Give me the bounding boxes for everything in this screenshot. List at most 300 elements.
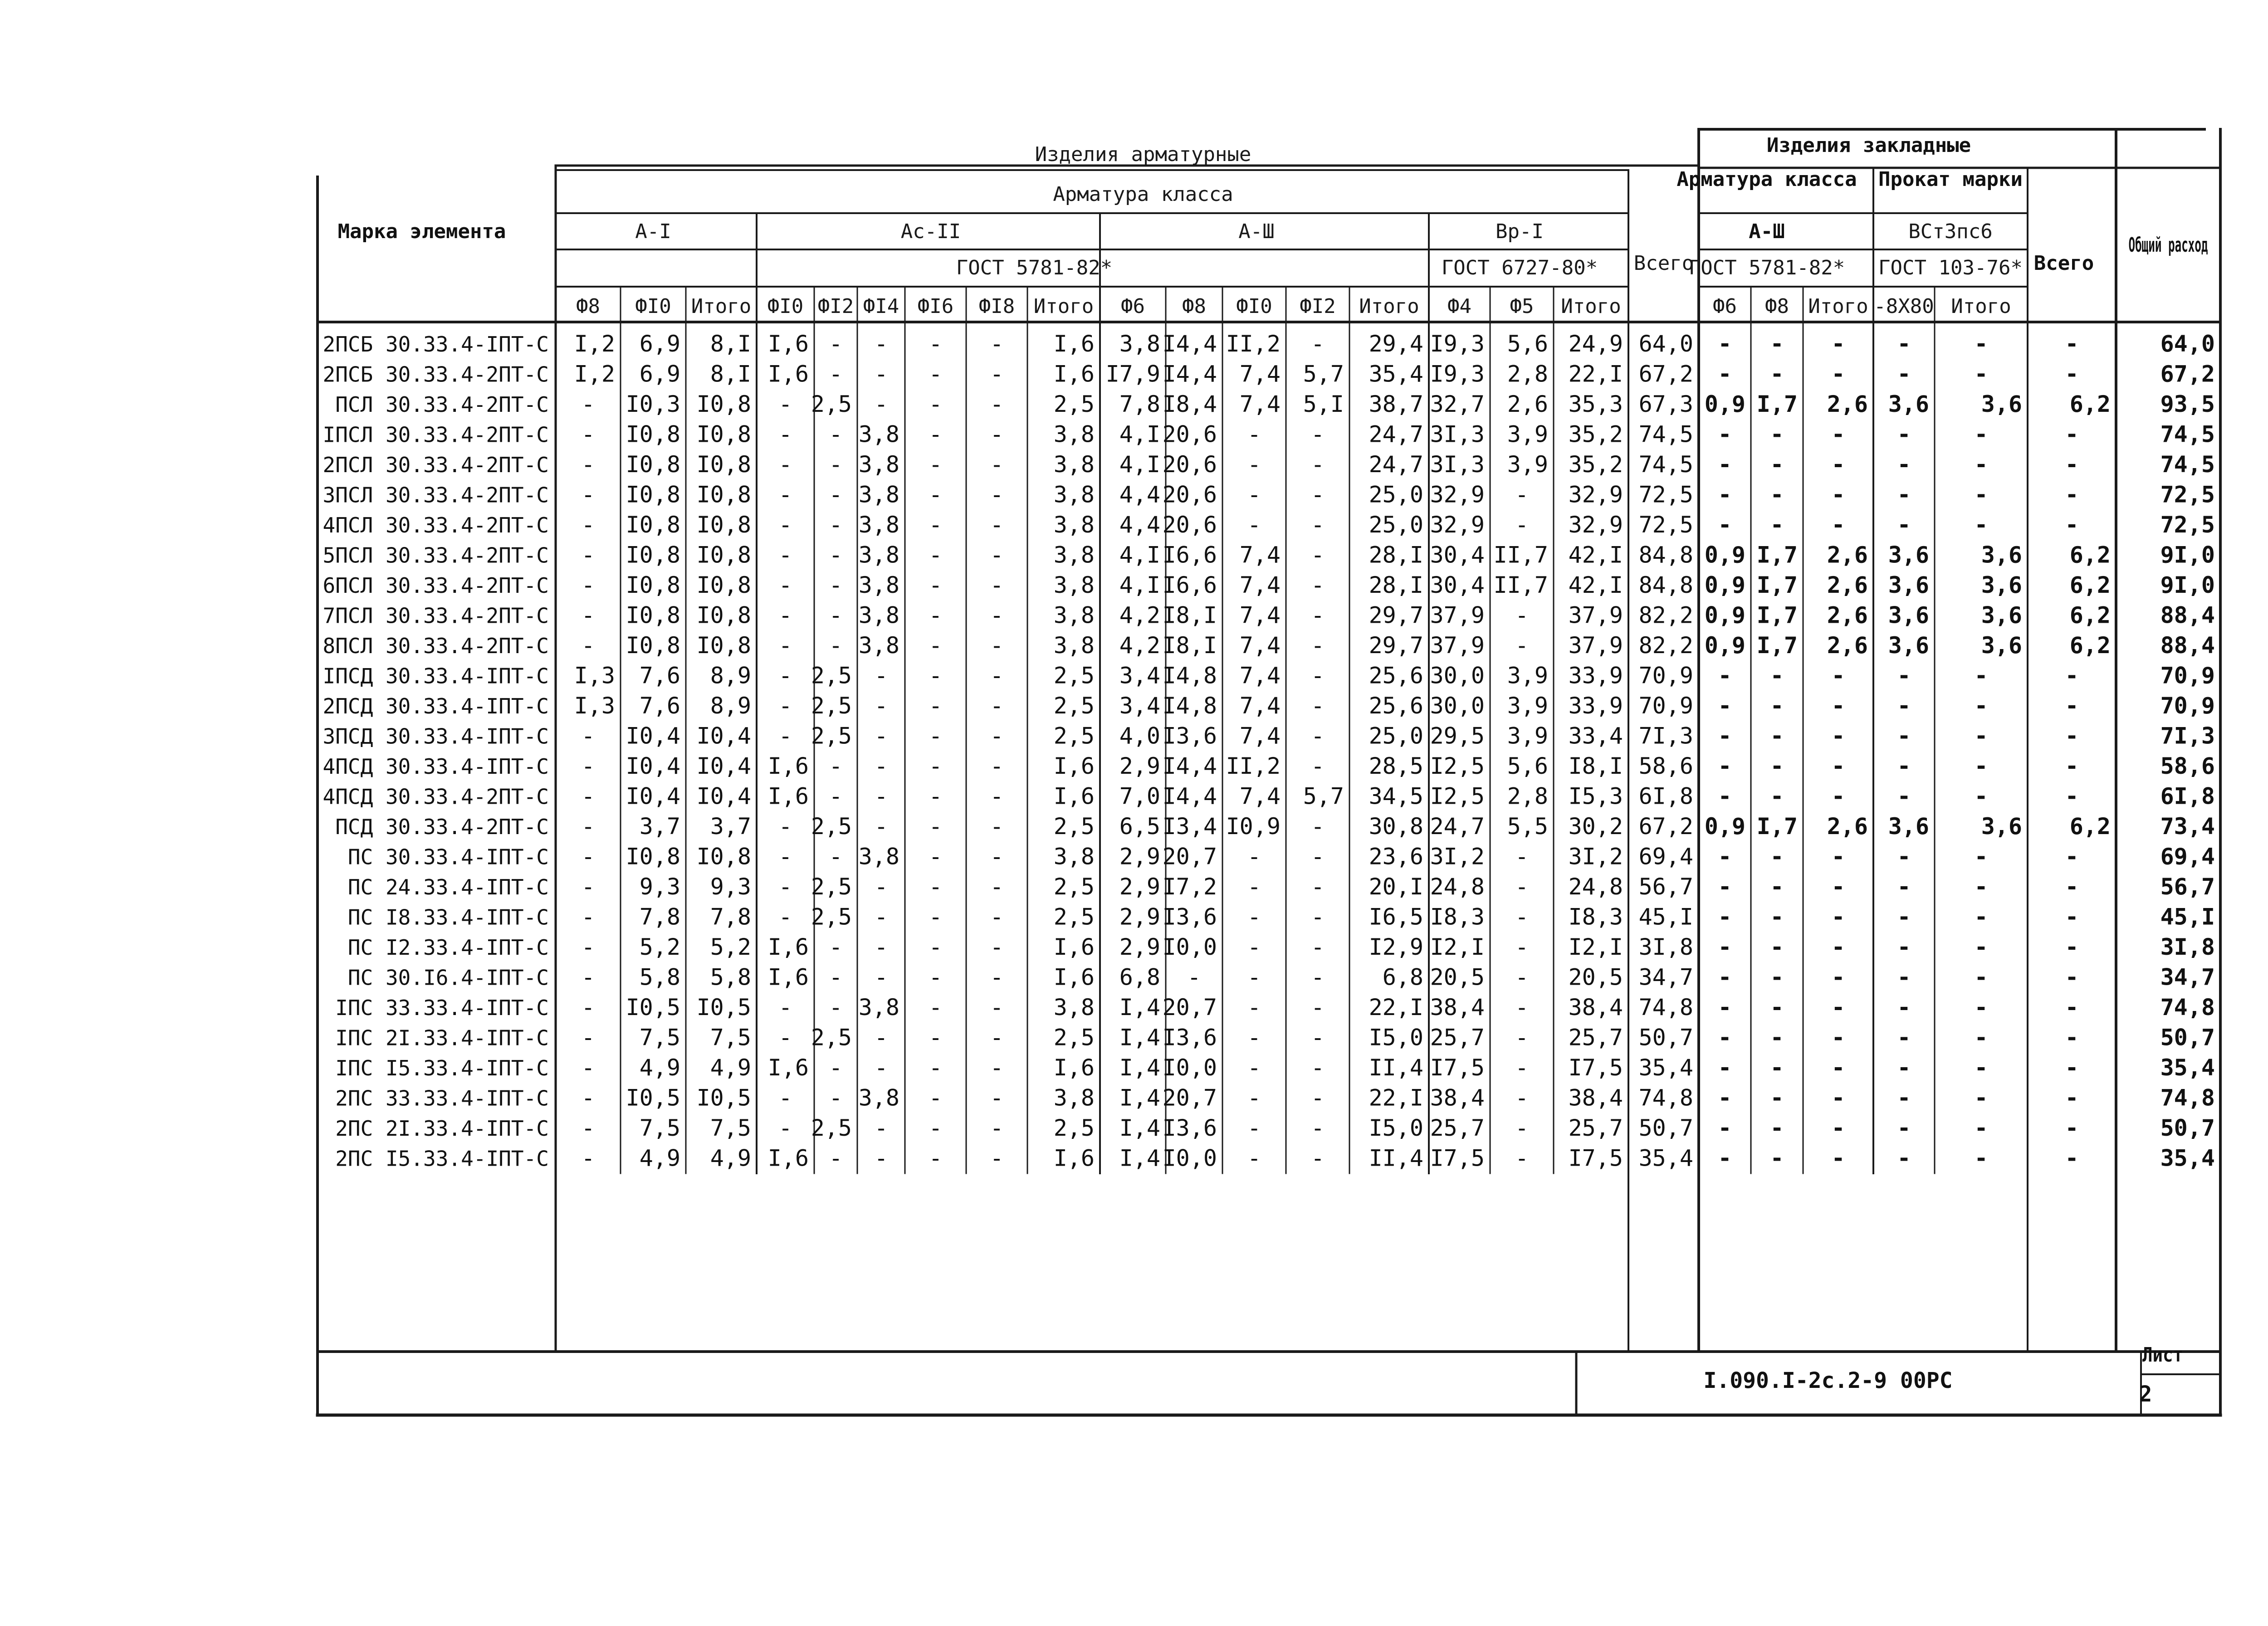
table-cell: 2,5: [1053, 693, 1095, 719]
table-cell: 8,9: [710, 693, 751, 719]
table-cell: -: [1247, 903, 1261, 930]
table-cell: -: [2065, 783, 2079, 810]
table-cell: I3,6: [1162, 1024, 1217, 1051]
table-cell: -: [1831, 1145, 1845, 1172]
table-cell: -: [1247, 1024, 1261, 1051]
column-label: Ф5: [1510, 295, 1534, 318]
table-cell: 2,5: [1053, 903, 1095, 930]
table-cell: 7,5: [639, 1024, 680, 1051]
table-cell: -: [1770, 1084, 1784, 1111]
element-mark: ПС 30.I6.4-IПТ-С: [347, 965, 549, 990]
table-cell: -: [829, 602, 843, 629]
table-cell: -: [1831, 1024, 1845, 1051]
table-row: [335, 813, 2215, 840]
table-cell: I0,8: [696, 542, 751, 568]
table-cell: I6,6: [1162, 572, 1217, 598]
table-cell: -: [1831, 662, 1845, 689]
table-cell: -: [990, 693, 1004, 719]
table-cell: -: [1515, 994, 1529, 1021]
table-cell: -: [2065, 1145, 2079, 1172]
table-cell: 8,9: [710, 662, 751, 689]
table-cell: 28,I: [1369, 572, 1423, 598]
table-cell: -: [1310, 632, 1325, 659]
table-cell: I0,8: [696, 843, 751, 870]
table-cell: I0,0: [1162, 1055, 1217, 1081]
table-cell: -: [778, 421, 792, 448]
table-cell: I,7: [1756, 602, 1798, 629]
table-cell: -: [1310, 1024, 1325, 1051]
table-cell: -: [1897, 903, 1911, 930]
table-cell: -: [1515, 934, 1529, 960]
table-cell: I,6: [1053, 753, 1095, 779]
table-cell: 35,4: [1369, 361, 1423, 387]
table-cell: 30,4: [1430, 542, 1485, 568]
element-mark: 7ПСЛ 30.33.4-2ПТ-С: [323, 603, 549, 628]
table-cell: 2,5: [811, 874, 852, 900]
element-mark: ПС 24.33.4-IПТ-С: [347, 875, 549, 899]
table-cell: 0,9: [1704, 542, 1745, 568]
table-cell: 3,8: [1053, 481, 1095, 508]
table-cell: I,2: [574, 361, 615, 387]
table-cell: I4,4: [1162, 361, 1217, 387]
table-cell: -: [581, 632, 595, 659]
table-cell: -: [1718, 331, 1732, 357]
table-cell: -: [829, 964, 843, 991]
table-cell: 6,8: [1119, 964, 1160, 991]
table-cell: -: [929, 331, 943, 357]
table-cell: -: [1974, 1145, 1988, 1172]
table-cell: I7,5: [1430, 1055, 1485, 1081]
table-cell: I0,8: [626, 843, 680, 870]
table-cell: 3,9: [1507, 723, 1548, 749]
table-cell: 25,7: [1430, 1024, 1485, 1051]
overall-consumption-cell: 9I,0: [2160, 572, 2215, 598]
table-cell: -: [1310, 723, 1325, 749]
table-cell: 32,9: [1568, 481, 1623, 508]
element-mark: 2ПС 2I.33.4-IПТ-С: [335, 1116, 549, 1141]
table-cell: I,3: [574, 662, 615, 689]
overall-consumption-cell: 93,5: [2160, 391, 2215, 417]
table-cell: -: [778, 602, 792, 629]
table-cell: I8,3: [1430, 903, 1485, 930]
table-cell: I,7: [1756, 813, 1798, 840]
table-cell: -: [778, 1115, 792, 1141]
column-label: ФI8: [978, 295, 1015, 318]
table-cell: 5,6: [1507, 331, 1548, 357]
table-cell: -: [1831, 331, 1845, 357]
table-cell: I,4: [1119, 1145, 1160, 1172]
table-cell: I6,6: [1162, 542, 1217, 568]
table-cell: -: [1974, 1024, 1988, 1051]
table-cell: 6,9: [639, 331, 680, 357]
table-cell: -: [929, 512, 943, 538]
table-cell: I3,6: [1162, 1115, 1217, 1141]
table-cell: I0,8: [626, 421, 680, 448]
table-cell: 7,6: [639, 693, 680, 719]
table-cell: -: [1770, 1055, 1784, 1081]
table-cell: -: [990, 964, 1004, 991]
table-cell: -: [1974, 964, 1988, 991]
table-cell: -: [1310, 994, 1325, 1021]
header-embedded-armature-class: Арматура класса: [1677, 168, 1857, 191]
table-cell: -: [778, 481, 792, 508]
table-cell: -: [874, 662, 888, 689]
table-cell: 38,4: [1430, 1084, 1485, 1111]
table-cell: 3,7: [710, 813, 751, 840]
table-cell: 3,8: [858, 451, 899, 478]
table-cell: -: [929, 361, 943, 387]
table-cell: 3,6: [1888, 602, 1929, 629]
table-cell: -: [1247, 512, 1261, 538]
table-cell: -: [874, 1115, 888, 1141]
table-cell: -: [1770, 451, 1784, 478]
element-mark: 5ПСЛ 30.33.4-2ПТ-С: [323, 543, 549, 568]
table-cell: 3,8: [858, 1084, 899, 1111]
column-label: Ф6: [1121, 295, 1145, 318]
table-row: [335, 1025, 2215, 1051]
overall-consumption-cell: 72,5: [2160, 481, 2215, 508]
table-cell: I,6: [767, 1055, 809, 1081]
table-cell: -: [2065, 723, 2079, 749]
table-cell: -: [778, 843, 792, 870]
table-cell: 9,3: [639, 874, 680, 900]
table-cell: -: [2065, 874, 2079, 900]
overall-consumption-cell: 74,8: [2160, 994, 2215, 1021]
overall-consumption-cell: 3I,8: [2160, 934, 2215, 960]
table-cell: -: [581, 753, 595, 779]
table-cell: -: [1974, 874, 1988, 900]
table-cell: I0,8: [696, 421, 751, 448]
table-cell: 2,9: [1119, 903, 1160, 930]
table-cell: I,4: [1119, 1084, 1160, 1111]
table-cell: -: [1974, 1055, 1988, 1081]
table-cell: 20,6: [1162, 512, 1217, 538]
table-cell: -: [929, 994, 943, 1021]
table-cell: 3,8: [1053, 843, 1095, 870]
element-mark: ПСД 30.33.4-2ПТ-С: [335, 815, 549, 839]
table-cell: 37,9: [1568, 602, 1623, 629]
table-cell: -: [1770, 1115, 1784, 1141]
table-cell: -: [581, 934, 595, 960]
column-labels: [576, 295, 2011, 318]
table-cell: 5,8: [710, 964, 751, 991]
overall-consumption-cell: 74,5: [2160, 451, 2215, 478]
table-cell: 37,9: [1430, 632, 1485, 659]
table-cell: I8,I: [1162, 632, 1217, 659]
table-cell: -: [2065, 512, 2079, 538]
table-cell: -: [1831, 512, 1845, 538]
table-cell: 2,5: [1053, 1024, 1095, 1051]
table-cell: 69,4: [1638, 843, 1693, 870]
table-cell: -: [990, 723, 1004, 749]
table-cell: -: [990, 1024, 1004, 1051]
table-cell: 32,9: [1430, 512, 1485, 538]
table-cell: 4,2: [1119, 632, 1160, 659]
table-cell: 3,6: [1981, 572, 2022, 598]
table-cell: 7,4: [1239, 361, 1281, 387]
header-total-armature: Всего: [1633, 252, 1694, 275]
table-cell: -: [778, 723, 792, 749]
header-gost-6727: ГОСТ 6727-80*: [1441, 256, 1598, 279]
table-cell: 38,4: [1430, 994, 1485, 1021]
table-cell: 38,4: [1568, 994, 1623, 1021]
table-cell: -: [990, 632, 1004, 659]
table-cell: -: [1310, 481, 1325, 508]
table-cell: -: [778, 391, 792, 417]
table-cell: -: [829, 994, 843, 1021]
table-cell: 3I,3: [1430, 451, 1485, 478]
table-cell: -: [874, 783, 888, 810]
table-cell: -: [1310, 1115, 1325, 1141]
table-cell: 2,6: [1827, 632, 1868, 659]
table-cell: 82,2: [1638, 602, 1693, 629]
table-cell: -: [990, 662, 1004, 689]
table-cell: -: [929, 542, 943, 568]
table-cell: -: [581, 903, 595, 930]
table-cell: 4,9: [639, 1055, 680, 1081]
table-cell: 25,6: [1369, 662, 1423, 689]
table-cell: 20,7: [1162, 843, 1217, 870]
table-cell: 6I,8: [1638, 783, 1693, 810]
table-cell: 4,0: [1119, 723, 1160, 749]
table-cell: -: [990, 451, 1004, 478]
table-cell: -: [929, 451, 943, 478]
table-row: [323, 512, 2215, 538]
table-cell: -: [1897, 843, 1911, 870]
table-cell: I,4: [1119, 1024, 1160, 1051]
table-cell: 2,5: [811, 391, 852, 417]
table-cell: -: [778, 542, 792, 568]
table-cell: I0,8: [696, 632, 751, 659]
table-cell: -: [874, 1055, 888, 1081]
header-embedded-a3: А-Ш: [1749, 220, 1785, 243]
table-cell: -: [1718, 1084, 1732, 1111]
table-cell: 35,4: [1638, 1145, 1693, 1172]
table-cell: 3,8: [858, 512, 899, 538]
header-class-a3: А-Ш: [1238, 220, 1275, 243]
overall-consumption-cell: 34,7: [2160, 964, 2215, 991]
table-cell: -: [2065, 421, 2079, 448]
sheet-label: Лист: [2142, 1343, 2183, 1367]
table-cell: -: [1831, 964, 1845, 991]
column-label: ФI2: [817, 295, 854, 318]
table-cell: -: [778, 632, 792, 659]
table-cell: -: [1897, 1084, 1911, 1111]
table-cell: -: [1718, 693, 1732, 719]
column-label: ФI0: [1236, 295, 1272, 318]
table-cell: I0,4: [696, 753, 751, 779]
table-cell: -: [990, 481, 1004, 508]
table-cell: I,7: [1756, 391, 1798, 417]
table-cell: 29,5: [1430, 723, 1485, 749]
table-cell: -: [581, 1115, 595, 1141]
element-mark: 4ПСЛ 30.33.4-2ПТ-С: [323, 513, 549, 537]
table-cell: -: [1974, 662, 1988, 689]
table-row: [323, 361, 2215, 387]
overall-consumption-cell: 74,8: [2160, 1084, 2215, 1111]
table-cell: I4,8: [1162, 662, 1217, 689]
table-cell: -: [1718, 843, 1732, 870]
table-cell: 2,5: [1053, 723, 1095, 749]
table-cell: -: [990, 994, 1004, 1021]
table-row: [323, 723, 2215, 749]
table-cell: 67,2: [1638, 361, 1693, 387]
overall-consumption-cell: 72,5: [2160, 512, 2215, 538]
overall-consumption-cell: 7I,3: [2160, 723, 2215, 749]
table-cell: 24,8: [1568, 874, 1623, 900]
table-cell: 3,4: [1119, 662, 1160, 689]
overall-consumption-cell: 56,7: [2160, 874, 2215, 900]
table-cell: 28,I: [1369, 542, 1423, 568]
table-cell: 72,5: [1638, 481, 1693, 508]
table-cell: I,6: [767, 331, 809, 357]
table-cell: -: [581, 1084, 595, 1111]
table-cell: 7,4: [1239, 572, 1281, 598]
table-cell: I,4: [1119, 994, 1160, 1021]
table-cell: 6,2: [2069, 572, 2111, 598]
table-cell: 3,8: [858, 421, 899, 448]
table-cell: I0,8: [696, 512, 751, 538]
table-cell: -: [581, 1055, 595, 1081]
table-cell: 6,8: [1382, 964, 1423, 991]
table-cell: 2,5: [811, 813, 852, 840]
table-cell: I,7: [1756, 572, 1798, 598]
table-row: [335, 1145, 2215, 1172]
table-cell: 7,8: [639, 903, 680, 930]
table-cell: 6,9: [639, 361, 680, 387]
column-label: Итого: [1033, 295, 1094, 318]
table-cell: -: [1247, 1115, 1261, 1141]
table-cell: 38,7: [1369, 391, 1423, 417]
table-cell: -: [778, 572, 792, 598]
table-cell: I0,5: [626, 1084, 680, 1111]
table-row: [335, 994, 2215, 1021]
table-cell: I,6: [1053, 964, 1095, 991]
header-overall-consumption: Общий расход: [2128, 234, 2208, 257]
table-cell: 84,8: [1638, 572, 1693, 598]
table-cell: 3I,8: [1638, 934, 1693, 960]
table-cell: I,7: [1756, 542, 1798, 568]
table-cell: -: [829, 542, 843, 568]
table-cell: 38,4: [1568, 1084, 1623, 1111]
table-cell: 2,6: [1827, 572, 1868, 598]
table-cell: -: [1247, 421, 1261, 448]
table-cell: 5,5: [1507, 813, 1548, 840]
table-cell: -: [929, 783, 943, 810]
table-cell: -: [1974, 783, 1988, 810]
header-gost-103: ГОСТ 103-76*: [1878, 256, 2023, 279]
table-cell: -: [1770, 843, 1784, 870]
table-cell: -: [2065, 1084, 2079, 1111]
element-mark: 2ПСБ 30.33.4-2ПТ-С: [323, 362, 549, 387]
table-cell: -: [1770, 964, 1784, 991]
table-cell: I0,5: [626, 994, 680, 1021]
table-cell: -: [929, 421, 943, 448]
table-cell: -: [829, 753, 843, 779]
table-cell: 4,4: [1119, 481, 1160, 508]
table-cell: -: [929, 602, 943, 629]
table-cell: -: [929, 1024, 943, 1051]
table-cell: 45,I: [1638, 903, 1693, 930]
table-cell: I4,4: [1162, 331, 1217, 357]
table-cell: -: [929, 693, 943, 719]
table-cell: 3,6: [1888, 391, 1929, 417]
table-cell: 7,0: [1119, 783, 1160, 810]
overall-consumption-cell: 88,4: [2160, 602, 2215, 629]
table-cell: -: [1831, 1115, 1845, 1141]
overall-consumption-cell: 45,I: [2160, 903, 2215, 930]
table-cell: I0,8: [696, 602, 751, 629]
table-cell: -: [1718, 783, 1732, 810]
column-label: Итого: [1561, 295, 1621, 318]
element-mark: IПС 2I.33.4-IПТ-С: [335, 1025, 549, 1050]
table-cell: 3,6: [1888, 813, 1929, 840]
table-cell: I7,2: [1162, 874, 1217, 900]
overall-consumption-cell: 70,9: [2160, 693, 2215, 719]
table-cell: 3,8: [858, 542, 899, 568]
table-cell: -: [874, 1024, 888, 1051]
table-cell: 4,9: [710, 1145, 751, 1172]
table-cell: 0,9: [1704, 602, 1745, 629]
table-cell: -: [1974, 361, 1988, 387]
table-cell: 3I,2: [1568, 843, 1623, 870]
table-cell: I5,0: [1369, 1024, 1423, 1051]
table-cell: -: [581, 783, 595, 810]
table-cell: -: [1974, 903, 1988, 930]
table-cell: -: [2065, 1024, 2079, 1051]
table-cell: -: [1974, 723, 1988, 749]
table-cell: -: [1718, 662, 1732, 689]
table-cell: -: [2065, 1115, 2079, 1141]
table-cell: -: [581, 1024, 595, 1051]
column-label: Итого: [1359, 295, 1419, 318]
table-cell: -: [1187, 964, 1201, 991]
table-cell: -: [929, 662, 943, 689]
table-cell: I,6: [767, 964, 809, 991]
column-label: Ф8: [1765, 295, 1789, 318]
table-cell: -: [1770, 361, 1784, 387]
table-cell: 50,7: [1638, 1024, 1693, 1051]
table-cell: -: [2065, 964, 2079, 991]
table-cell: 24,9: [1568, 331, 1623, 357]
table-cell: I2,5: [1430, 783, 1485, 810]
table-cell: -: [1770, 783, 1784, 810]
column-label: Ф6: [1713, 295, 1737, 318]
table-cell: -: [1831, 843, 1845, 870]
table-row: [335, 1085, 2215, 1111]
table-cell: 29,7: [1369, 632, 1423, 659]
table-cell: 24,7: [1369, 421, 1423, 448]
table-cell: -: [581, 542, 595, 568]
table-cell: 3,8: [1053, 512, 1095, 538]
table-cell: -: [778, 1024, 792, 1051]
table-cell: I,6: [1053, 934, 1095, 960]
table-cell: -: [1831, 723, 1845, 749]
overall-consumption-cell: 35,4: [2160, 1145, 2215, 1172]
table-cell: -: [1831, 1084, 1845, 1111]
table-cell: 4,I: [1119, 542, 1160, 568]
table-cell: -: [874, 331, 888, 357]
table-cell: -: [778, 994, 792, 1021]
table-row: [323, 451, 2215, 478]
table-cell: -: [1974, 1084, 1988, 1111]
table-cell: -: [929, 723, 943, 749]
table-cell: 28,5: [1369, 753, 1423, 779]
table-cell: I0,4: [626, 783, 680, 810]
table-cell: 3,6: [1888, 542, 1929, 568]
table-cell: -: [1247, 1055, 1261, 1081]
table-cell: -: [1770, 934, 1784, 960]
